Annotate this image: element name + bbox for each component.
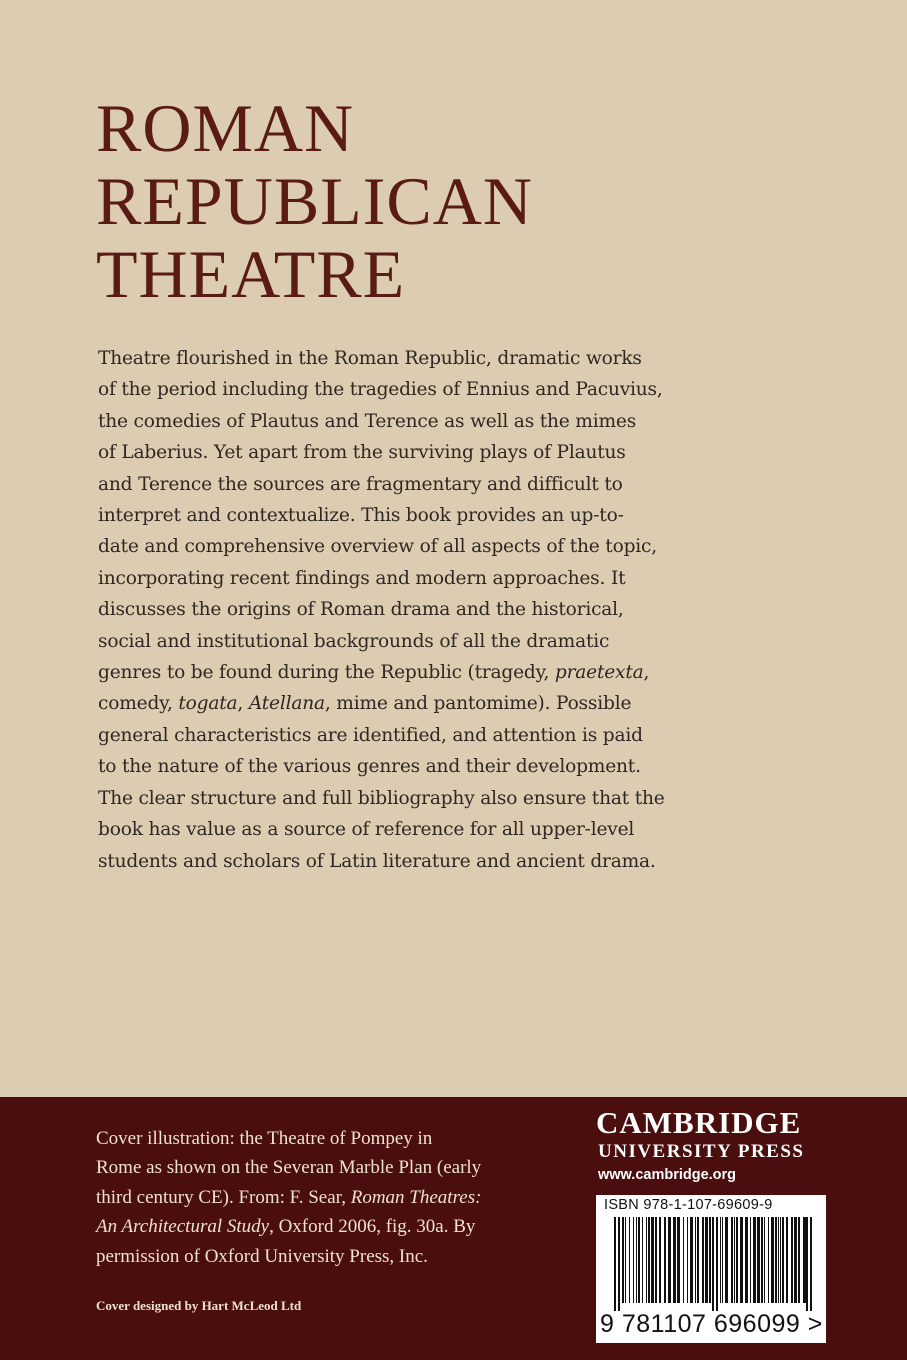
text-line [98, 657, 658, 688]
text-run: The clear structure and full bibliography also ensure that the [98, 787, 665, 809]
text-line [98, 563, 658, 594]
text-run: , mime and pantomime). Possible [324, 693, 632, 715]
text-run: and Terence the sources are fragmentary and difficult to [98, 473, 623, 495]
footer-band [0, 1097, 907, 1360]
text-line [96, 1183, 546, 1212]
text-run: date and comprehensive overview of all aspects of the topic, [98, 536, 657, 558]
text-run: Rome as shown on the Severan Marble Plan (early [96, 1157, 482, 1179]
text-line [98, 500, 658, 531]
text-line [98, 469, 658, 500]
text-run: incorporating recent findings and modern approaches. It [98, 567, 626, 589]
text-line [98, 531, 658, 562]
text-line [98, 688, 658, 719]
text-line [96, 1153, 546, 1182]
text-line [98, 343, 658, 374]
barcode-icon [600, 1217, 822, 1311]
text-line [98, 626, 658, 657]
publisher-url[interactable]: www.cambridge.org [598, 1167, 737, 1183]
cover-illustration-credit [96, 1124, 546, 1271]
book-title [96, 92, 533, 311]
text-line [98, 814, 658, 845]
italic-term: praetexta [554, 662, 644, 684]
text-run: comedy, [98, 693, 179, 715]
italic-term: An Architectural Study [96, 1216, 270, 1238]
text-line [98, 783, 665, 814]
text-line [98, 374, 663, 405]
isbn-number: ISBN 978-1-107-69609-9 [604, 1197, 773, 1213]
text-run: book has value as a source of reference for all upper-level [98, 819, 635, 841]
italic-term: Atellana [248, 693, 325, 715]
publisher-subname: UNIVERSITY PRESS [598, 1141, 805, 1162]
text-run: of Laberius. Yet apart from the surviving plays of Plautus [98, 442, 626, 464]
text-run: , Oxford 2006, fig. 30a. By [269, 1216, 476, 1238]
text-line [96, 1212, 546, 1241]
text-line [98, 594, 658, 625]
text-line [98, 846, 658, 877]
text-run: of the period including the tragedies of Ennius and Pacuvius, [98, 379, 663, 401]
text-run: students and scholars of Latin literature and ancient drama. [98, 850, 656, 872]
text-run: discusses the origins of Roman drama and the historical, [98, 599, 624, 621]
text-run: Cover illustration: the Theatre of Pompey in [96, 1128, 433, 1149]
text-run: , [643, 662, 650, 684]
title-line: ROMAN [96, 90, 355, 166]
text-line [98, 437, 658, 468]
italic-term: Roman Theatres: [350, 1186, 482, 1208]
title-line: THEATRE [96, 236, 406, 312]
text-run: third century CE). From: F. Sear, [96, 1186, 351, 1208]
barcode-digits: 9 781107 696099 > [600, 1310, 823, 1338]
title-line: REPUBLICAN [96, 163, 533, 239]
barcode-panel [596, 1195, 826, 1343]
text-run: the comedies of Plautus and Terence as well as the mimes [98, 410, 637, 432]
text-run: general characteristics are identified, and attention is paid [98, 724, 643, 746]
text-line [96, 1124, 546, 1153]
text-run: Theatre flourished in the Roman Republic, dramatic works [98, 348, 642, 369]
text-line [98, 406, 658, 437]
text-line [98, 720, 658, 751]
text-line [96, 1242, 546, 1271]
text-run: interpret and contextualize. This book provides an up-to- [98, 505, 624, 527]
text-run: permission of Oxford University Press, Inc. [96, 1245, 428, 1267]
text-run: social and institutional backgrounds of all the dramatic [98, 630, 610, 652]
cover-designer-credit: Cover designed by Hart McLeod Ltd [96, 1298, 302, 1313]
text-line [98, 751, 658, 782]
text-run: , [237, 693, 249, 715]
book-description [98, 343, 665, 877]
italic-term: togata [178, 693, 238, 715]
text-run: genres to be found during the Republic (tragedy, [98, 662, 555, 684]
publisher-name: CAMBRIDGE [596, 1105, 802, 1140]
text-run: to the nature of the various genres and their development. [98, 756, 641, 778]
